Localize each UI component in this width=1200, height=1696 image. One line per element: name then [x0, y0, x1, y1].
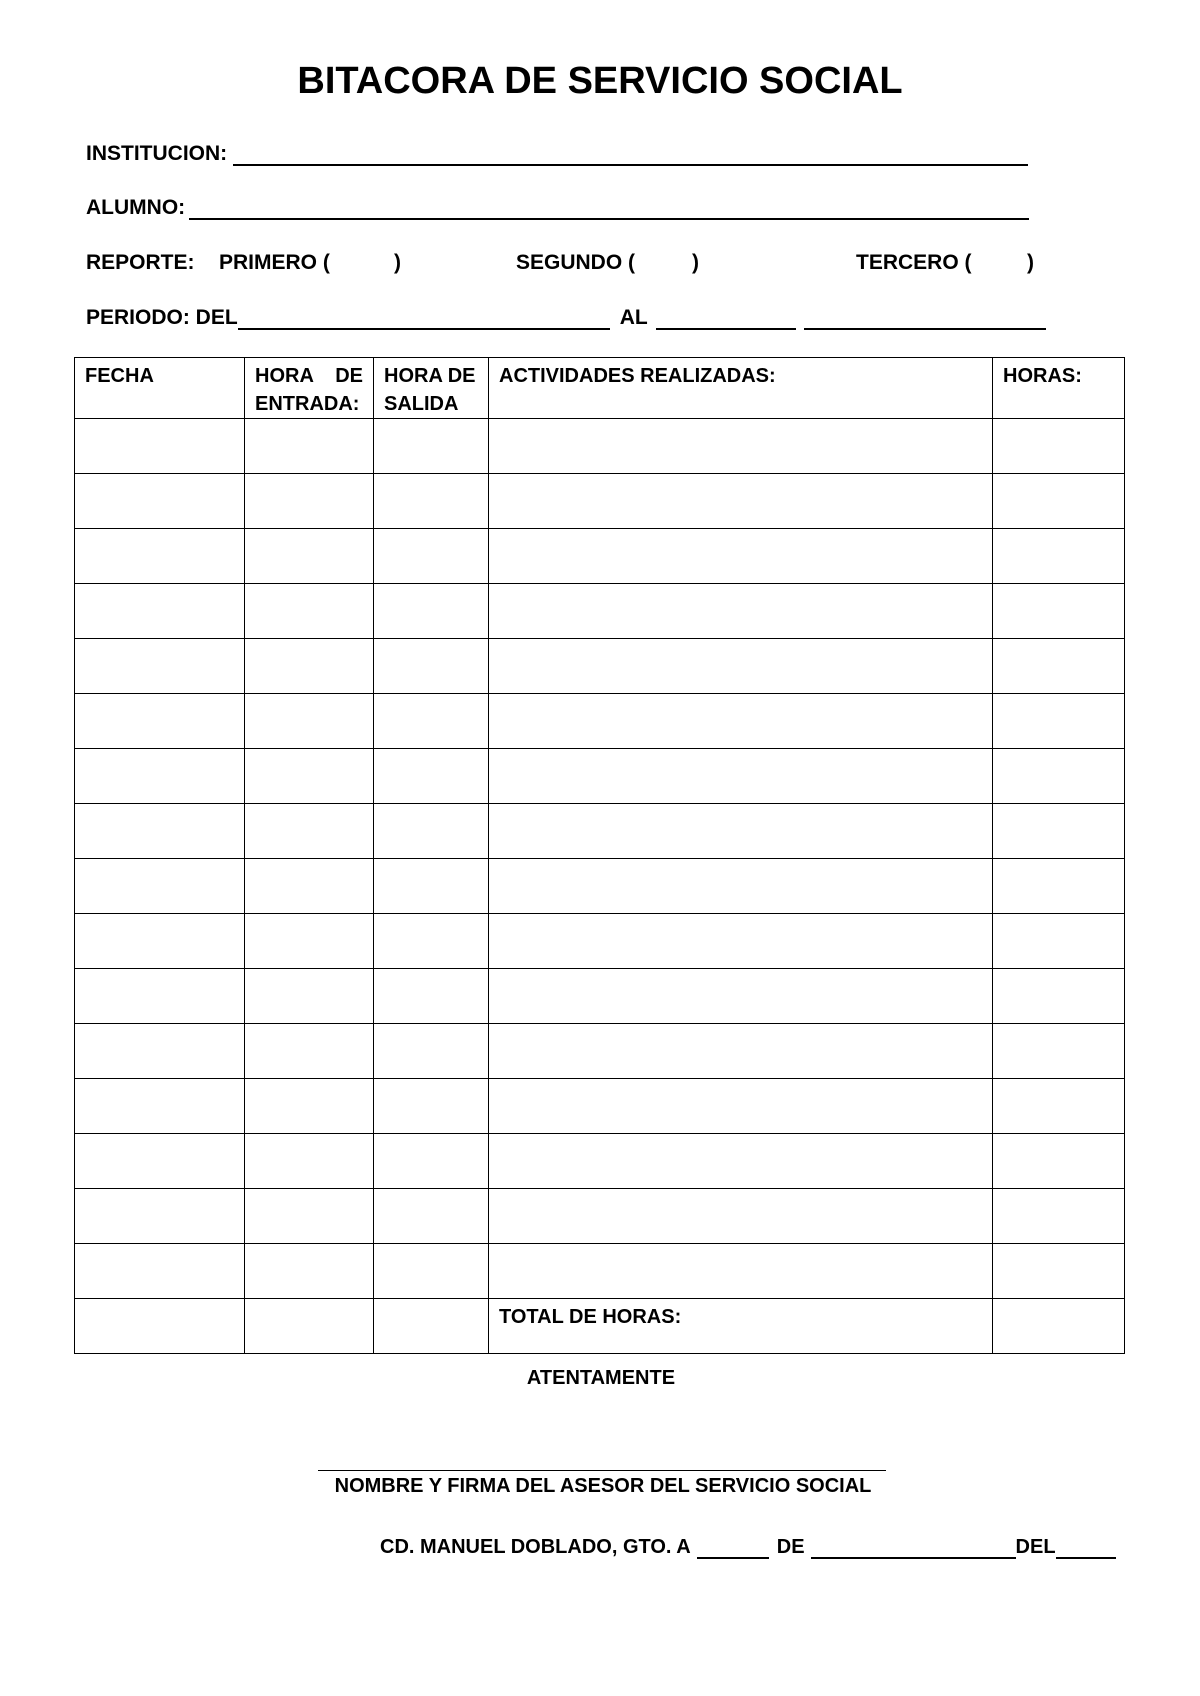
entrada-cell[interactable] [245, 914, 374, 969]
actividades-cell[interactable] [489, 859, 993, 914]
salida-cell[interactable] [374, 639, 489, 694]
alumno-label: ALUMNO: [86, 196, 186, 219]
actividades-cell[interactable] [489, 1079, 993, 1134]
horas-cell[interactable] [993, 1024, 1125, 1079]
fecha-cell[interactable] [75, 914, 245, 969]
reporte-segundo-close[interactable]: ) [692, 251, 699, 274]
actividades-cell[interactable] [489, 584, 993, 639]
header-horas: HORAS: [993, 358, 1125, 419]
salida-cell[interactable] [374, 804, 489, 859]
salida-cell[interactable] [374, 1189, 489, 1244]
actividades-cell[interactable] [489, 474, 993, 529]
entrada-cell[interactable] [245, 804, 374, 859]
entrada-cell[interactable] [245, 694, 374, 749]
salida-cell[interactable] [374, 969, 489, 1024]
de-label: DE [776, 1536, 805, 1558]
entrada-cell[interactable] [245, 419, 374, 474]
log-body [75, 419, 1125, 1299]
table-row [75, 529, 1125, 584]
periodo-al-field-2[interactable] [804, 306, 1046, 330]
reporte-primero-label: PRIMERO ( [219, 251, 330, 274]
fecha-cell[interactable] [75, 419, 245, 474]
table-row [75, 694, 1125, 749]
header-hora-salida [374, 358, 489, 419]
alumno-row [86, 196, 1029, 220]
table-row [75, 969, 1125, 1024]
periodo-row [86, 306, 1046, 330]
fecha-cell[interactable] [75, 749, 245, 804]
table-row [75, 474, 1125, 529]
total-entrada-cell[interactable] [245, 1299, 374, 1354]
entrada-cell[interactable] [245, 1134, 374, 1189]
salida-cell[interactable] [374, 749, 489, 804]
table-row [75, 804, 1125, 859]
fecha-cell[interactable] [75, 1244, 245, 1299]
table-row [75, 1189, 1125, 1244]
salida-cell[interactable] [374, 474, 489, 529]
table-row [75, 1024, 1125, 1079]
table-row [75, 1134, 1125, 1189]
del-label: DEL [1015, 1536, 1056, 1558]
table-row [75, 1079, 1125, 1134]
salida-cell[interactable] [374, 1134, 489, 1189]
salida-cell[interactable] [374, 419, 489, 474]
fecha-cell[interactable] [75, 639, 245, 694]
entrada-cell[interactable] [245, 1189, 374, 1244]
table-row [75, 584, 1125, 639]
horas-cell[interactable] [993, 749, 1125, 804]
fecha-cell[interactable] [75, 1134, 245, 1189]
salida-cell[interactable] [374, 859, 489, 914]
salida-cell[interactable] [374, 1079, 489, 1134]
horas-cell[interactable] [993, 914, 1125, 969]
entrada-cell[interactable] [245, 584, 374, 639]
horas-cell[interactable] [993, 694, 1125, 749]
header-hora-entrada [245, 358, 374, 419]
horas-cell[interactable] [993, 1189, 1125, 1244]
entrada-cell[interactable] [245, 529, 374, 584]
total-salida-cell[interactable] [374, 1299, 489, 1354]
fecha-cell[interactable] [75, 474, 245, 529]
actividades-cell[interactable] [489, 804, 993, 859]
page-title: BITACORA DE SERVICIO SOCIAL [297, 60, 903, 102]
salida-cell[interactable] [374, 694, 489, 749]
horas-cell[interactable] [993, 474, 1125, 529]
periodo-del-label: PERIODO: DEL [86, 306, 238, 329]
header-hora-salida-line1: HORA DE [384, 365, 476, 387]
month-field[interactable] [811, 1535, 1016, 1559]
header-fecha: FECHA [75, 358, 245, 419]
total-label: TOTAL DE HORAS: [489, 1299, 993, 1354]
log-table [74, 357, 1125, 1354]
fecha-cell[interactable] [75, 1024, 245, 1079]
periodo-del-field[interactable] [238, 306, 610, 330]
actividades-cell[interactable] [489, 969, 993, 1024]
entrada-cell[interactable] [245, 969, 374, 1024]
entrada-cell[interactable] [245, 639, 374, 694]
horas-cell[interactable] [993, 1134, 1125, 1189]
periodo-al-field-1[interactable] [656, 306, 796, 330]
table-row [75, 639, 1125, 694]
date-footer [380, 1535, 1116, 1559]
actividades-cell[interactable] [489, 1134, 993, 1189]
horas-cell[interactable] [993, 1079, 1125, 1134]
entrada-cell[interactable] [245, 749, 374, 804]
table-row [75, 749, 1125, 804]
actividades-cell[interactable] [489, 1244, 993, 1299]
horas-cell[interactable] [993, 529, 1125, 584]
table-row [75, 1244, 1125, 1299]
signature-caption: NOMBRE Y FIRMA DEL ASESOR DEL SERVICIO SOCIAL [334, 1475, 872, 1497]
fecha-cell[interactable] [75, 694, 245, 749]
table-header-row [75, 358, 1125, 419]
table-row [75, 859, 1125, 914]
header-hora-entrada-line1: HORA DE [255, 365, 363, 387]
atentamente: ATENTAMENTE [526, 1367, 676, 1389]
salida-cell[interactable] [374, 1024, 489, 1079]
reporte-primero-close[interactable]: ) [394, 251, 401, 274]
institucion-field[interactable] [233, 142, 1028, 166]
day-field[interactable] [697, 1535, 769, 1559]
actividades-cell[interactable] [489, 914, 993, 969]
entrada-cell[interactable] [245, 1079, 374, 1134]
city-label: CD. MANUEL DOBLADO, GTO. A [380, 1536, 691, 1558]
horas-cell[interactable] [993, 804, 1125, 859]
fecha-cell[interactable] [75, 859, 245, 914]
header-hora-salida-line2: SALIDA [384, 393, 459, 415]
total-row [75, 1299, 1125, 1354]
horas-cell[interactable] [993, 639, 1125, 694]
horas-cell[interactable] [993, 859, 1125, 914]
actividades-cell[interactable] [489, 529, 993, 584]
horas-cell[interactable] [993, 584, 1125, 639]
horas-cell[interactable] [993, 1244, 1125, 1299]
salida-cell[interactable] [374, 914, 489, 969]
total-fecha-cell[interactable] [75, 1299, 245, 1354]
fecha-cell[interactable] [75, 804, 245, 859]
institucion-row [86, 142, 1028, 166]
fecha-cell[interactable] [75, 969, 245, 1024]
signature-line[interactable] [318, 1470, 886, 1471]
fecha-cell[interactable] [75, 1079, 245, 1134]
salida-cell[interactable] [374, 1244, 489, 1299]
table-row [75, 419, 1125, 474]
total-horas-cell[interactable] [993, 1299, 1125, 1354]
actividades-cell[interactable] [489, 1024, 993, 1079]
salida-cell[interactable] [374, 584, 489, 639]
fecha-cell[interactable] [75, 1189, 245, 1244]
actividades-cell[interactable] [489, 639, 993, 694]
institucion-label: INSTITUCION: [86, 142, 228, 165]
actividades-cell[interactable] [489, 749, 993, 804]
reporte-tercero-close[interactable]: ) [1027, 251, 1034, 274]
reporte-segundo-label: SEGUNDO ( [516, 251, 636, 274]
year-field[interactable] [1056, 1535, 1116, 1559]
alumno-field[interactable] [189, 196, 1029, 220]
header-hora-entrada-line2: ENTRADA: [255, 393, 360, 415]
entrada-cell[interactable] [245, 859, 374, 914]
fecha-cell[interactable] [75, 584, 245, 639]
entrada-cell[interactable] [245, 474, 374, 529]
actividades-cell[interactable] [489, 419, 993, 474]
reporte-label: REPORTE: [86, 251, 195, 274]
salida-cell[interactable] [374, 529, 489, 584]
fecha-cell[interactable] [75, 529, 245, 584]
horas-cell[interactable] [993, 969, 1125, 1024]
actividades-cell[interactable] [489, 694, 993, 749]
entrada-cell[interactable] [245, 1244, 374, 1299]
reporte-tercero-label: TERCERO ( [856, 251, 972, 274]
periodo-al-label: AL [619, 306, 648, 329]
header-actividades: ACTIVIDADES REALIZADAS: [489, 358, 993, 419]
actividades-cell[interactable] [489, 1189, 993, 1244]
table-row [75, 914, 1125, 969]
entrada-cell[interactable] [245, 1024, 374, 1079]
horas-cell[interactable] [993, 419, 1125, 474]
